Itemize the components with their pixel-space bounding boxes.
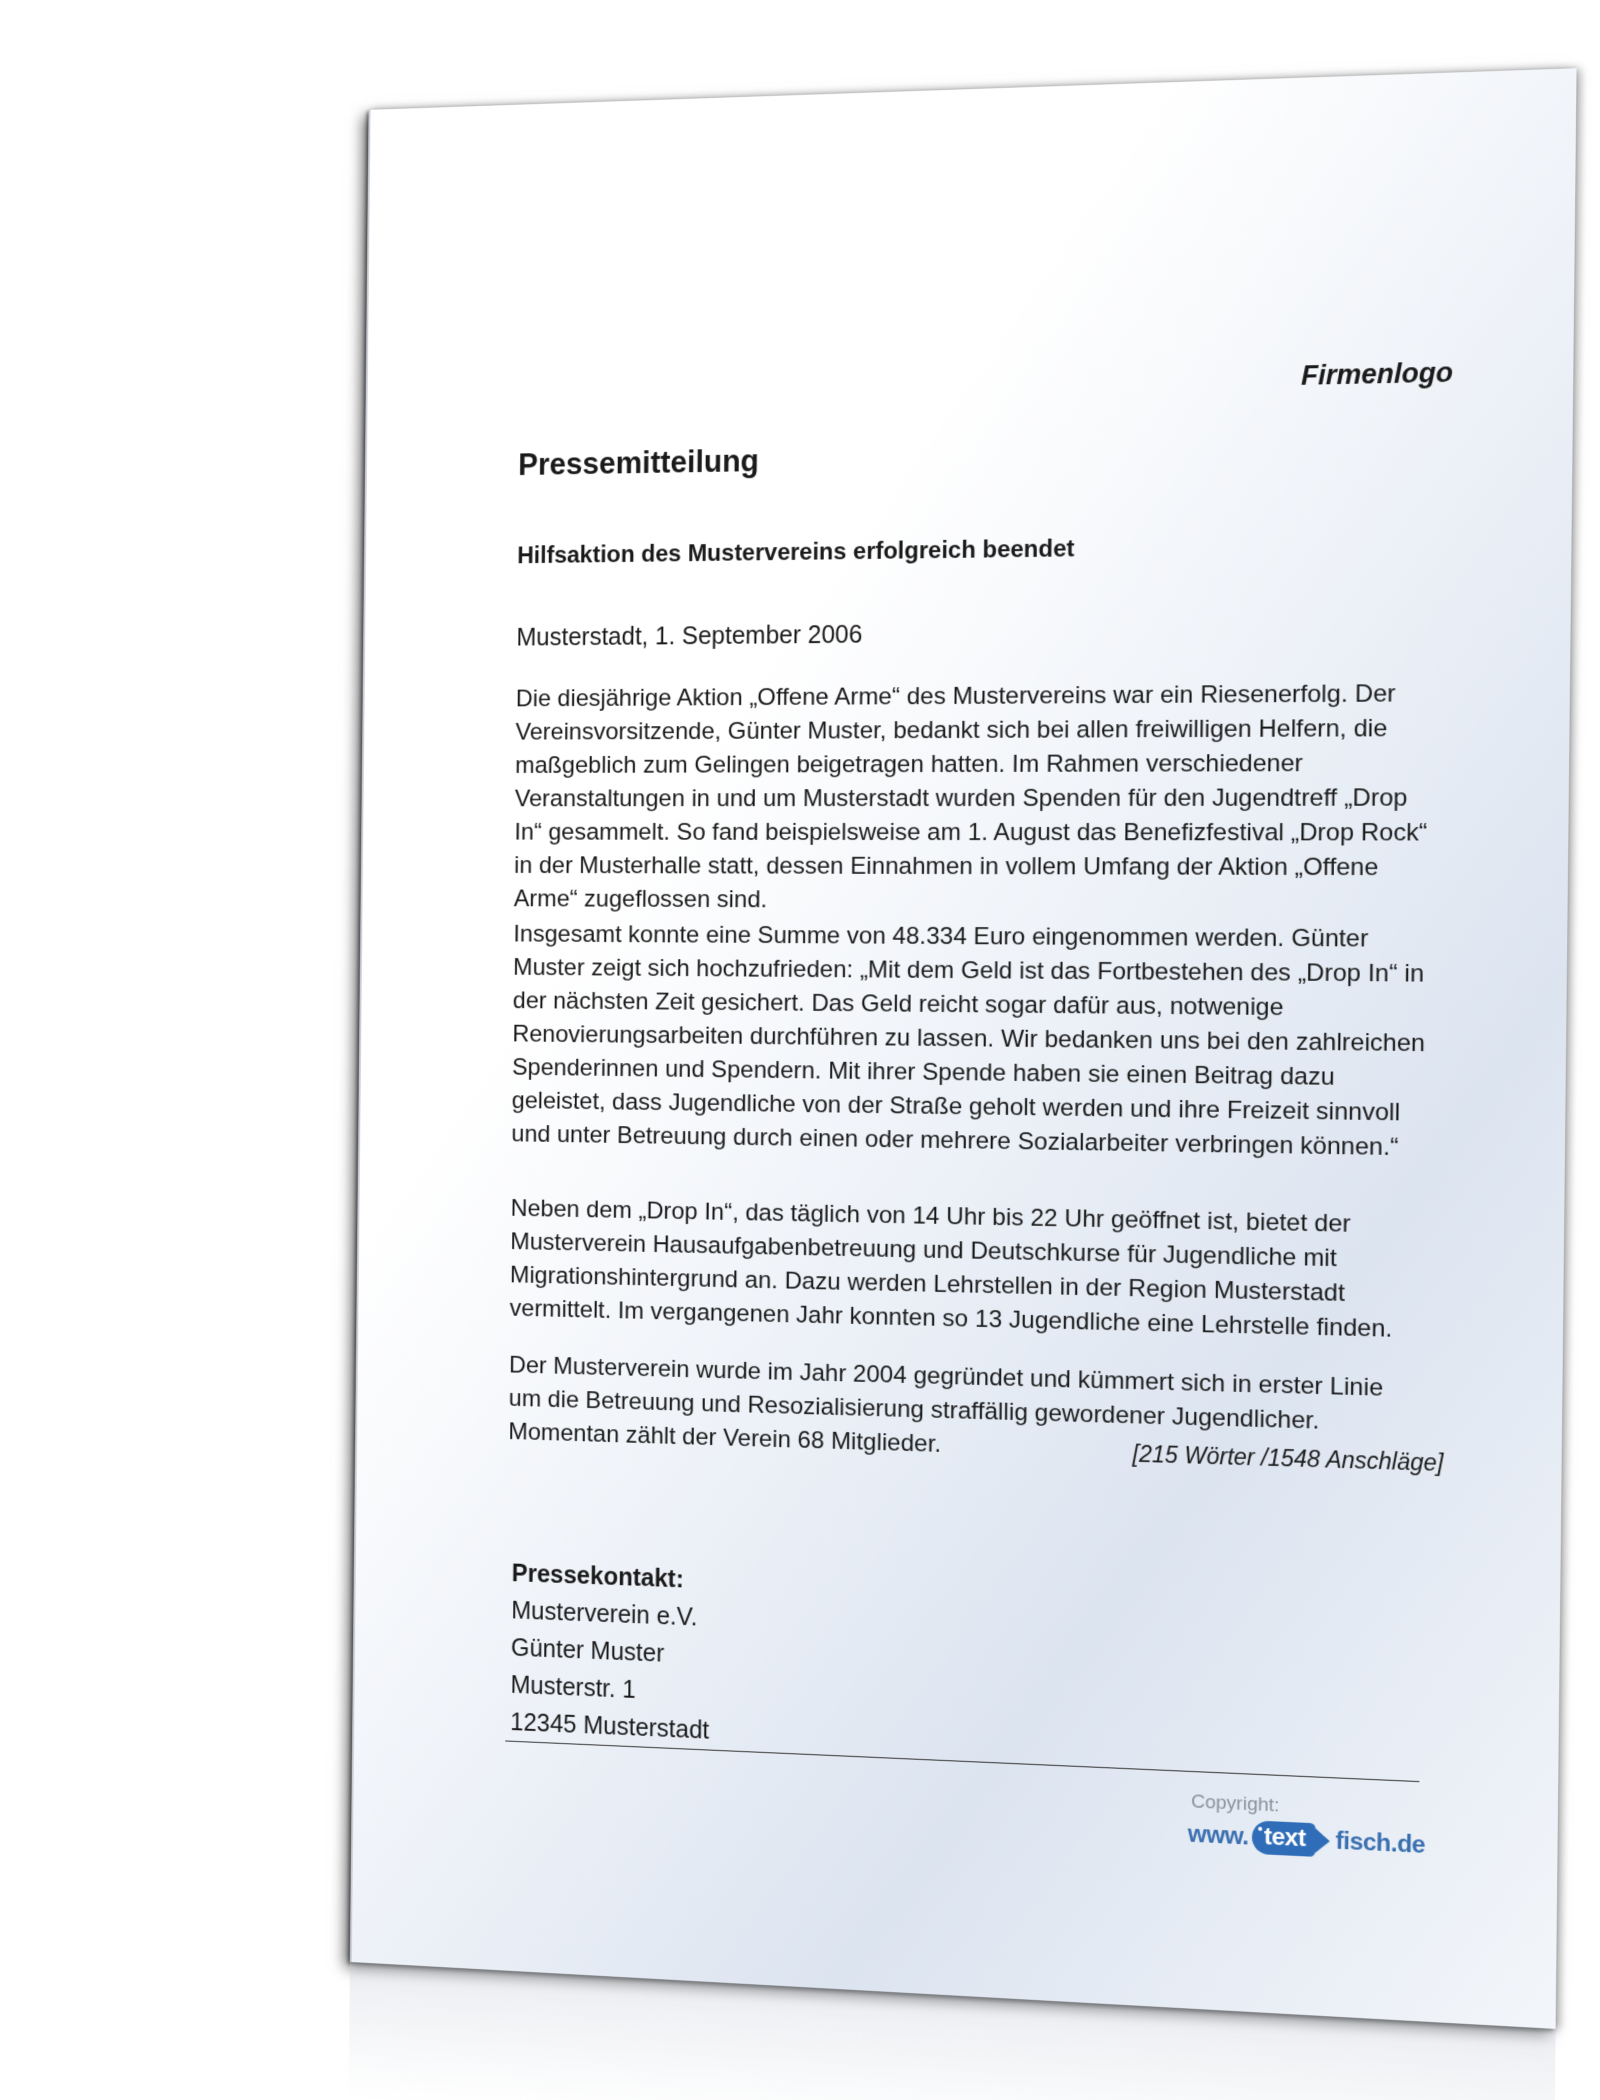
paragraph-1: Die diesjährige Aktion „Offene Arme“ des Mustervereins war ein Riesenerfolg. Der Vereinsvorsitzende, Günter Muster, bedankt sich bei allen freiwilligen Helfern, die maßgeblich zum Gelingen beigetragen hatten. Im Rahmen verschiedener Veranstaltungen in und um Musterstadt wurden Spenden für den Jugendtreff „Drop In“ gesammelt. So fand beispielsweise am 1. August das Benefizfestival „Drop Rock“ in der Musterhalle statt, dessen Einnahmen in vollem Umfang der Aktion „Offene Arme“ zugeflossen sind. [513, 680, 1428, 914]
document-page [350, 68, 1577, 2029]
dateline: Musterstadt, 1. September 2006 [516, 620, 863, 652]
url-brand-text: text [1263, 1822, 1306, 1853]
press-contact-line: Musterverein e.V. [511, 1596, 698, 1632]
paragraph-4: Der Musterverein wurde im Jahr 2004 gegründet und kümmert sich in erster Linie um die Betreuung und Resozialisierung straffällig gewordener Jugendlicher. Momentan zählt der Verein 68 Mitglieder. [508, 1351, 1384, 1458]
copyright-url [1188, 1817, 1435, 1862]
paragraph-2: Insgesamt konnte eine Summe von 48.334 Euro eingenommen werden. Günter Muster zeigt sich hochzufrieden: „Mit dem Geld ist das Fortbestehen des „Drop In“ in der nächsten Zeit gesichert. Das Geld reicht sogar dafür aus, notwenige Renovierungsarbeiten durchführen zu lassen. Wir bedanken uns bei den zahlreichen Spenderinnen und Spendern. Mit ihrer Spende haben sie einen Beitrag dazu geleistet, dass Jugendliche von der Straße geholt werden und ihre Freizeit sinnvoll und unter Betreuung durch einen oder mehrere Sozialarbeiter verbringen können.“ [511, 920, 1426, 1162]
url-brand-fisch: fisch [1335, 1826, 1391, 1857]
press-contact-heading: Pressekontakt: [511, 1559, 684, 1594]
word-count: [215 Wörter /1548 Anschläge] [1132, 1440, 1444, 1477]
document-subtitle: Hilfsaktion des Mustervereins erfolgreich beendet [517, 535, 1075, 570]
logo-placeholder: Firmenlogo [1300, 357, 1454, 391]
paragraph-3: Neben dem „Drop In“, das täglich von 14 Uhr bis 22 Uhr geöffnet ist, bietet der Musterverein Hausaufgabenbetreuung und Deutschkurse für Jugendliche mit Migrationshintergrund an. Dazu werden Lehrstellen in der Region Musterstadt vermittelt. Im vergangenen Jahr konnten so 13 Jugendliche eine Lehrstelle finden. [509, 1195, 1393, 1343]
footer-divider [505, 1740, 1419, 1782]
press-contact [510, 1555, 711, 1750]
url-prefix: www. [1187, 1819, 1249, 1851]
document-title: Pressemitteilung [518, 443, 760, 482]
fish-eye-icon [1258, 1827, 1262, 1831]
fish-logo-icon [1252, 1820, 1317, 1857]
document-content [508, 72, 1458, 1859]
press-contact-line: 12345 Musterstadt [510, 1708, 710, 1745]
press-contact-line: Musterstr. 1 [510, 1671, 636, 1704]
url-suffix: .de [1390, 1829, 1426, 1859]
copyright-label: Copyright: [1191, 1791, 1280, 1817]
press-contact-line: Günter Muster [510, 1633, 665, 1668]
copyright-block [1188, 1791, 1435, 1863]
document-page-wrapper [350, 68, 1577, 2029]
